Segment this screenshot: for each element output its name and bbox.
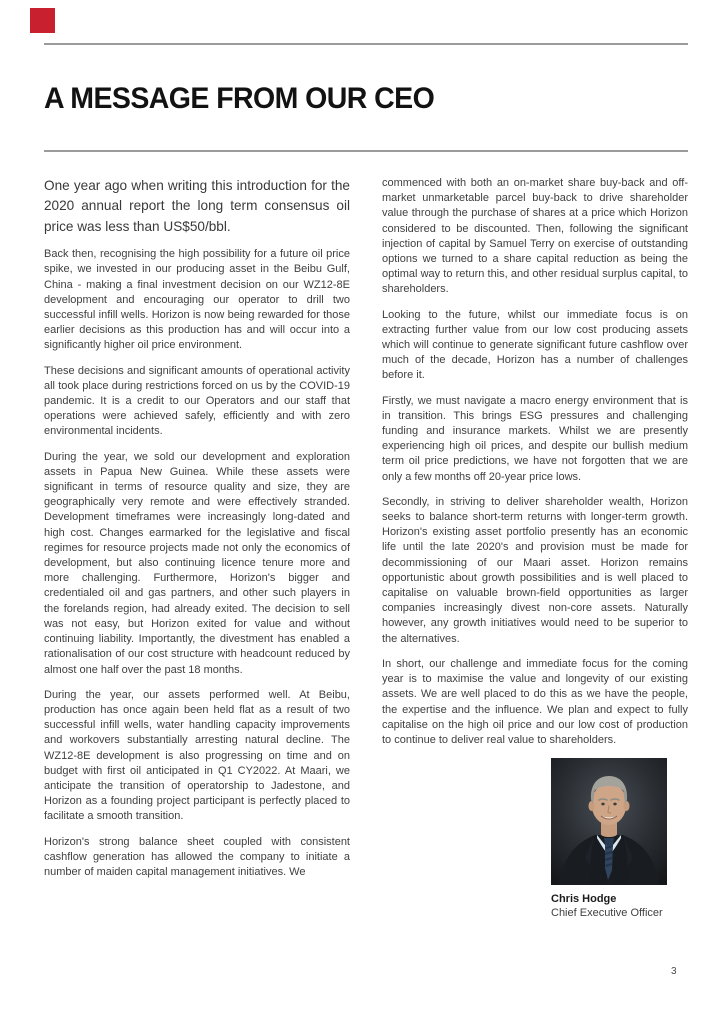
paragraph: Horizon's strong balance sheet coupled with consistent cashflow generation has allowed the company to initiate a number of maiden capital management initiatives. We <box>44 835 350 878</box>
left-column <box>44 176 350 920</box>
paragraph: During the year, we sold our development and exploration assets in Papua New Guinea. While these assets were significant in terms of resource quality and size, they are geographically very remote and were effectively stranded. Development timeframes were increasingly long-dated and high cost. Changes earmarked for the legislative and fiscal regimes for resource projects made not only the economics of development, but also continuing licence tenure more and more challenging. Furthermore, Horizon's bigger and credentialed oil and gas partners, and other such players in the forelands region, had already exited. The decision to sell was not easy, but Horizon exited for value and without continuing liability. Importantly, the divestment has enabled a rationalisation of our cost structure with headcount reduced by almost one half over the past 18 months. <box>44 450 350 676</box>
paragraph: These decisions and significant amounts of operational activity all took place during restrictions forced on us by the COVID-19 pandemic. It is a credit to our Operators and our staff that operations were achieved safely, efficiently and with zero environmental incidents. <box>44 364 350 438</box>
page-number: 3 <box>671 966 677 977</box>
paragraph: Secondly, in striving to deliver shareholder wealth, Horizon seeks to balance short-term returns with longer-term growth. Horizon's existing asset portfolio presently has an economic life until the late 2020's and provision must be made for decommissioning of our Maari asset. Horizon remains opportunistic about growth possibilities and is well placed to capitalise on valuable brown-field opportunities as larger companies increasingly divest non-core assets. Naturally however, any growth initiatives would need to be superior to the alternatives. <box>382 495 688 645</box>
ceo-portrait-block <box>551 758 667 920</box>
ceo-role: Chief Executive Officer <box>551 907 663 920</box>
paragraph: Looking to the future, whilst our immediate focus is on extracting further value from our low cost producing assets which will continue to generate significant future cashflow over much of the decade, Horizon has a number of challenges before it. <box>382 308 688 382</box>
paragraph: Firstly, we must navigate a macro energy environment that is in transition. This brings ESG pressures and challenging funding and insurance markets. Whilst we are presently experiencing high oil prices, and despite our bullish medium term oil price predictions, we have not forgotten that we are only a few months off 20-year price lows. <box>382 394 688 483</box>
page-title: A MESSAGE FROM OUR CEO <box>44 82 435 115</box>
title-divider <box>44 150 688 152</box>
paragraph: commenced with both an on-market share buy-back and off-market unmarketable parcel buy-back to drive shareholder value through the purchase of shares at a price which Horizon considered to be discounted. Then, following the significant injection of capital by Samuel Terry on exercise of outstanding options we turned to a share capital reduction as being the optimal way to return this, and other residual surplus capital, to shareholders. <box>382 177 688 296</box>
top-divider <box>44 43 688 45</box>
ceo-name: Chris Hodge <box>551 893 617 906</box>
paragraph: In short, our challenge and immediate focus for the coming year is to maximise the value and longevity of our existing assets. We are well placed to do this as we have the people, the expertise and the influence. We plan and expect to fully capitalise on the high oil price and our low cost of production to continue to deliver real value to shareholders. <box>382 657 688 746</box>
brand-red-square-icon <box>30 8 55 33</box>
paragraph: During the year, our assets performed well. At Beibu, production has once again been held flat as a result of two successful infill wells, water handling capacity improvements and workovers substantially arresting natural decline. The WZ12-8E development is also progressing on time and on budget with first oil anticipated in Q1 CY2022. At Maari, we anticipate the transition of operatorship to Jadestone, and Horizon as a founding project participant is perfectly placed to facilitate a smooth transition. <box>44 688 350 823</box>
ceo-portrait-photo <box>551 758 667 885</box>
body-columns <box>44 176 688 920</box>
right-column <box>382 176 688 920</box>
paragraph: Back then, recognising the high possibility for a future oil price spike, we invested in our producing asset in the Beibu Gulf, China - making a final investment decision on our WZ12-8E development and encouraging our operator to drill two successful infill wells. Horizon is now being rewarded for those earlier decisions as this production has and will occur into a significantly higher oil price environment. <box>44 248 350 352</box>
lead-paragraph: One year ago when writing this introduction for the 2020 annual report the long term consensus oil price was less than US$50/bbl. <box>44 178 350 234</box>
